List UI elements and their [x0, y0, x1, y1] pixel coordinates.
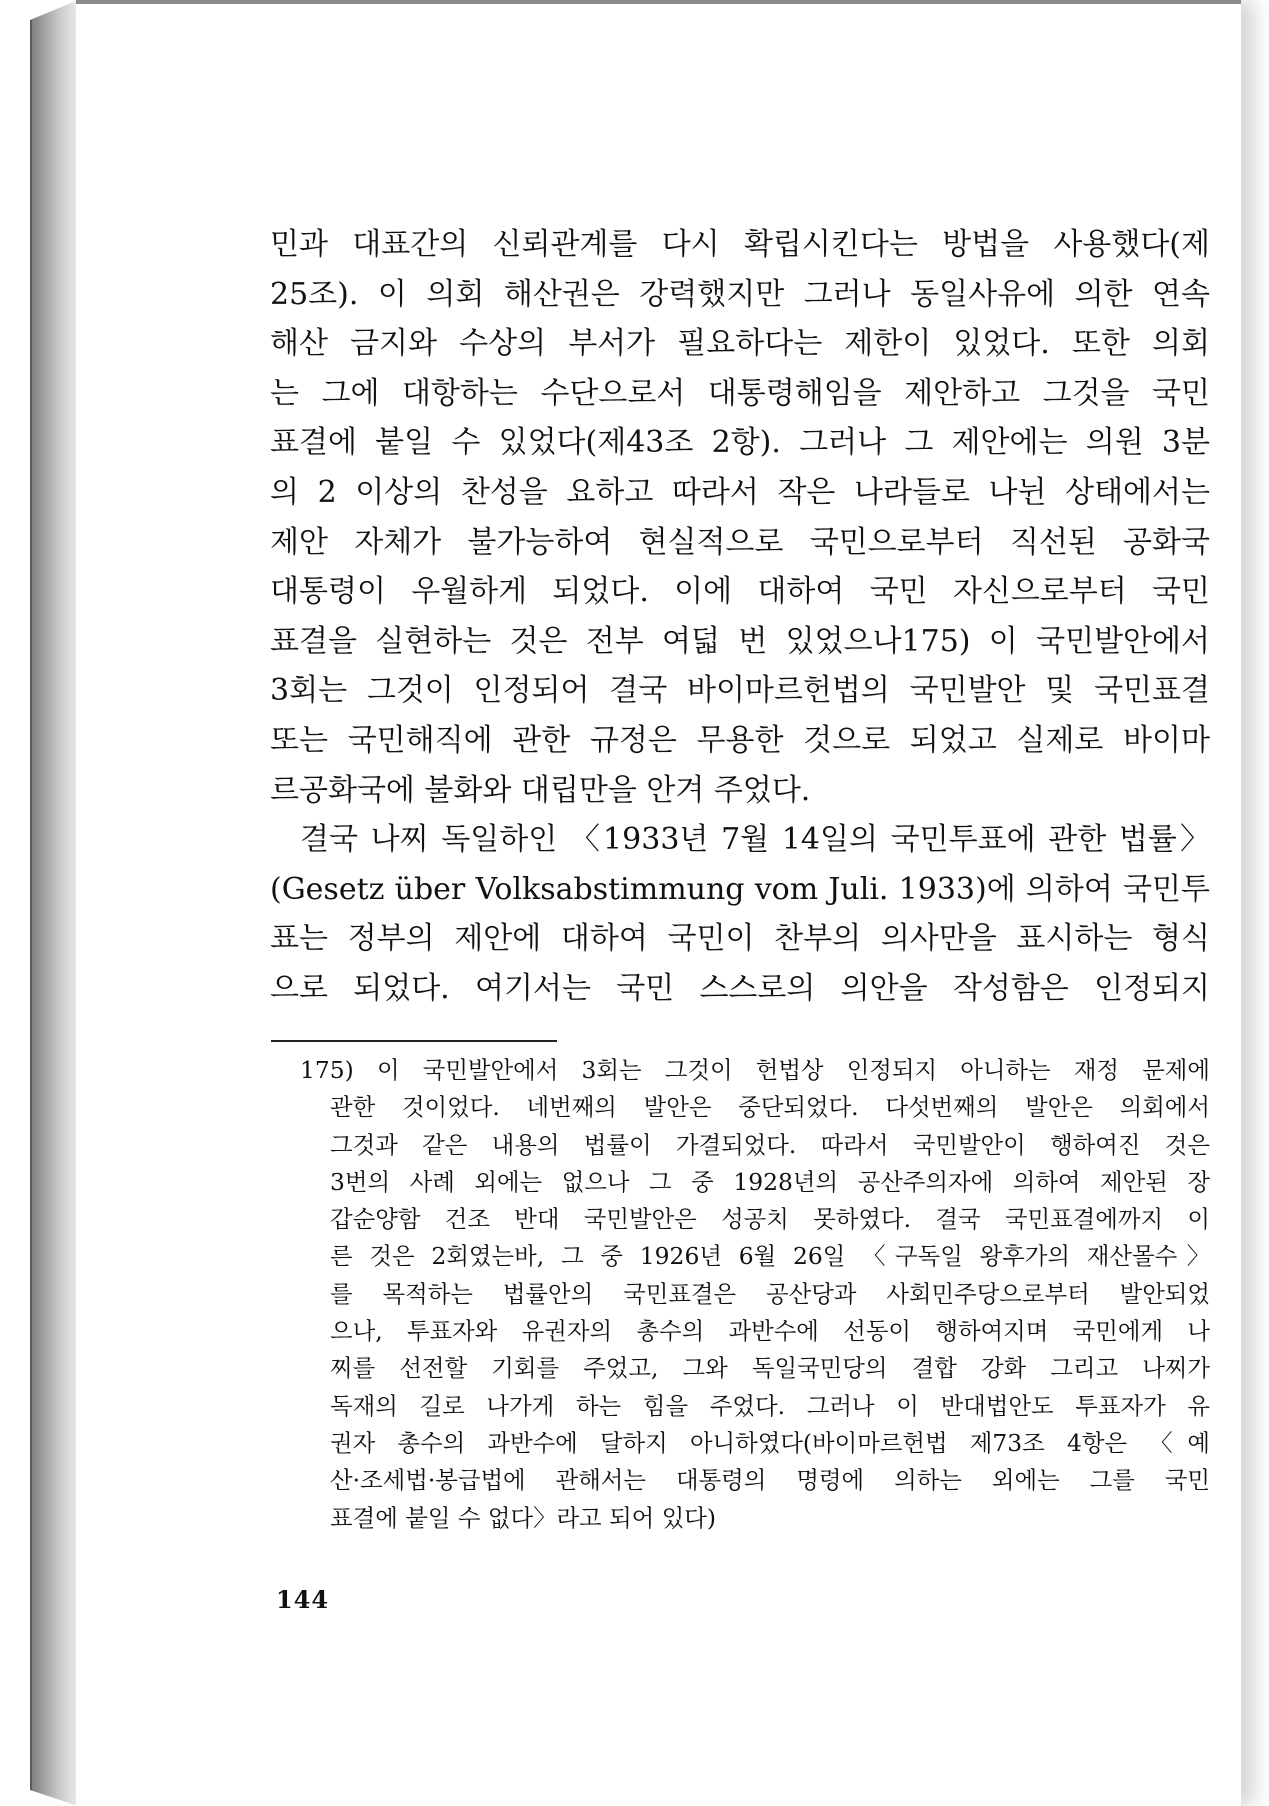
- footnote-line: 독재의 길로 나가게 하는 힘을 주었다. 그러나 이 반대법안도 투표자가 유: [330, 1391, 1210, 1420]
- footnote-line: 갑순양함 건조 반대 국민발안은 성공치 못하였다. 결국 국민표결에까지 이: [330, 1205, 1210, 1234]
- footnote-line: 관한 것이었다. 네번째의 발안은 중단되었다. 다섯번째의 발안은 의회에서: [330, 1093, 1210, 1122]
- text-line: 민과 대표간의 신뢰관계를 다시 확립시킨다는 방법을 사용했다(제: [270, 227, 1210, 262]
- footnote-line: 175) 이 국민발안에서 3회는 그것이 헌법상 인정되지 아니하는 재정 문제에: [300, 1056, 1210, 1084]
- book-spine-line: [30, 20, 32, 1790]
- footnote-line: 표결에 붙일 수 없다〉라고 되어 있다): [330, 1503, 717, 1532]
- text-line: 의 2 이상의 찬성을 요하고 따라서 작은 나라들로 나뉜 상태에서는: [270, 474, 1210, 510]
- text-line: 또는 국민해직에 관한 규정은 무용한 것으로 되었고 실제로 바이마: [270, 722, 1210, 758]
- footnote-line: 3번의 사례 외에는 없으나 그 중 1928년의 공산주의자에 의하여 제안된 장: [330, 1167, 1210, 1196]
- footnote-line: 산·조세법·봉급법에 관해서는 대통령의 명령에 의하는 외에는 그를 국민: [330, 1466, 1210, 1495]
- footnote-line: 권자 총수의 과반수에 달하지 아니하였다(바이마르헌법 제73조 4항은 〈예: [330, 1428, 1210, 1457]
- text-line: 으로 되었다. 여기서는 국민 스스로의 의안을 작성함은 인정되지: [270, 970, 1210, 1006]
- text-line: 표결에 붙일 수 있었다(제43조 2항). 그러나 그 제안에는 의원 3분: [270, 425, 1210, 461]
- text-line: 대통령이 우월하게 되었다. 이에 대하여 국민 자신으로부터 국민: [270, 574, 1210, 610]
- text-line: (Gesetz über Volksabstimmung vom Juli. 1933)에 의하여 국민투: [270, 871, 1210, 907]
- footnote-line: 으나, 투표자와 유권자의 총수의 과반수에 선동이 행하여지며 국민에게 나: [330, 1317, 1210, 1346]
- text-line: 제안 자체가 불가능하여 현실적으로 국민으로부터 직선된 공화국: [270, 524, 1210, 560]
- main-text: [270, 220, 1210, 1014]
- footnote-line: 찌를 선전할 기회를 주었고, 그와 독일국민당의 결합 강화 그리고 나찌가: [330, 1354, 1210, 1383]
- book-page-edge: [30, 0, 78, 1806]
- text-line: 표결을 실현하는 것은 전부 여덟 번 있었으나175) 이 국민발안에서: [270, 623, 1210, 659]
- footnote-divider: [271, 1040, 557, 1042]
- page-top-border: [76, 0, 1241, 4]
- footnote-line: 른 것은 2회였는바, 그 중 1926년 6월 26일 〈구독일 왕후가의 재산몰수〉: [330, 1242, 1210, 1271]
- text-line: 르공화국에 불화와 대립만을 안겨 주었다.: [270, 772, 811, 808]
- text-line: 해산 금지와 수상의 부서가 필요하다는 제한이 있었다. 또한 의회: [270, 326, 1210, 362]
- footnote-175: [300, 1052, 1210, 1537]
- text-line: 25조). 이 의회 해산권은 강력했지만 그러나 동일사유에 의한 연속: [270, 276, 1210, 312]
- text-line: 표는 정부의 제안에 대하여 국민이 찬부의 의사만을 표시하는 형식: [270, 921, 1210, 957]
- page-number: 144: [276, 1585, 330, 1614]
- book-page: [76, 0, 1241, 1806]
- text-line: 결국 나찌 독일하인 〈1933년 7월 14일의 국민투표에 관한 법률〉: [300, 822, 1210, 858]
- footnote-line: 그것과 같은 내용의 법률이 가결되었다. 따라서 국민발안이 행하여진 것은: [330, 1130, 1210, 1159]
- text-line: 는 그에 대항하는 수단으로서 대통령해임을 제안하고 그것을 국민: [270, 375, 1210, 411]
- text-line: 3회는 그것이 인정되어 결국 바이마르헌법의 국민발안 및 국민표결: [270, 673, 1210, 709]
- footnote-line: 를 목적하는 법률안의 국민표결은 공산당과 사회민주당으로부터 발안되었: [330, 1279, 1210, 1308]
